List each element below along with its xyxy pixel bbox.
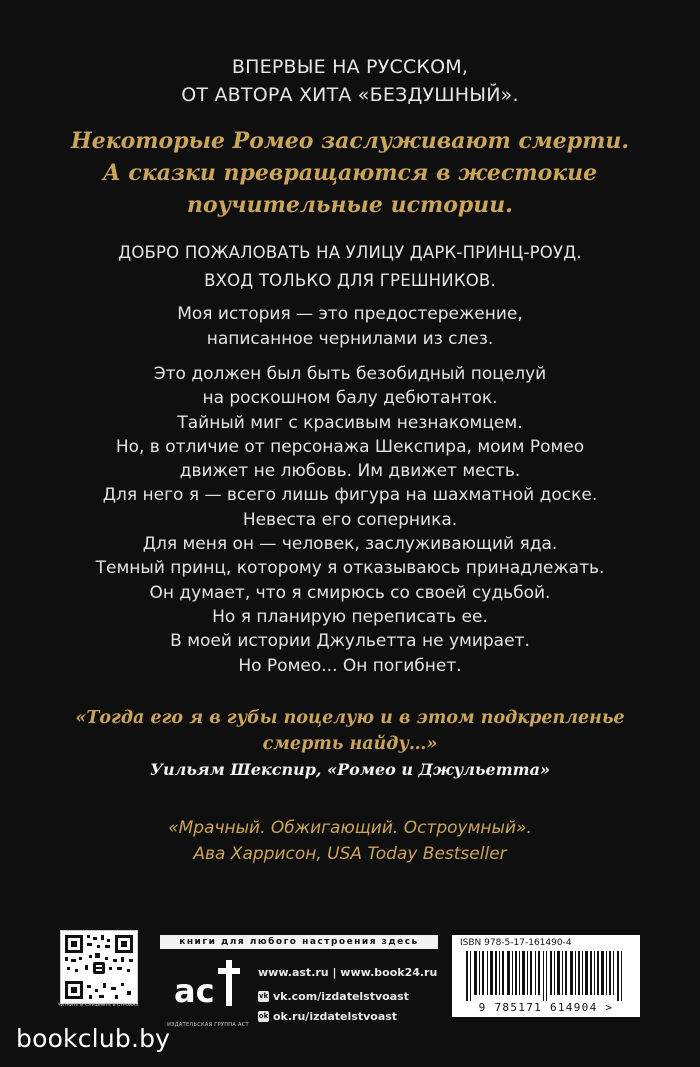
barcode-digits: 9 785171 614904 > bbox=[478, 1001, 614, 1014]
epigraph-attribution: Уильям Шекспир, «Ромео и Джульетта» bbox=[150, 760, 550, 779]
tagline-line-2: А сказки превращаются в жестокие bbox=[102, 160, 598, 186]
publisher-logo bbox=[168, 954, 248, 1018]
blurb-line: Но я планирую переписать ее. bbox=[212, 606, 488, 627]
logo-caption: ИЗДАТЕЛЬСКАЯ ГРУППА АСТ bbox=[167, 1022, 249, 1028]
publisher-sites-link[interactable]: www.ast.ru | www.book24.ru bbox=[258, 965, 438, 979]
blurb-line: Невеста его соперника. bbox=[242, 509, 458, 530]
blurb-line: Тайный миг с красивым незнакомцем. bbox=[177, 412, 523, 433]
qr-caption: ЧИТАЙТЕ И СЛУШАЙТЕ В СТРОКАХ bbox=[57, 1003, 139, 1008]
ok-icon: ok bbox=[258, 1011, 269, 1020]
blurb-line: Но Ромео... Он погибнет. bbox=[238, 655, 462, 676]
blurb-line: движет не любовь. Им движет месть. bbox=[179, 461, 521, 482]
welcome-line-1: ДОБРО ПОЖАЛОВАТЬ НА УЛИЦУ ДАРК-ПРИНЦ-РОУД. bbox=[118, 243, 582, 262]
isbn-label: ISBN 978-5-17-161490-4 bbox=[460, 938, 572, 948]
tagline-line-3: поучительные истории. bbox=[187, 192, 513, 218]
blurb-line: Для него я — всего лишь фигура на шахматной доске. bbox=[102, 485, 598, 506]
header-line-2: ОТ АВТОРА ХИТА «БЕЗДУШНЫЙ». bbox=[181, 84, 519, 106]
ok-link[interactable]: ok.ru/izdatelstvoast bbox=[273, 1009, 398, 1023]
publisher-slogan: книги для любого настроения здесь bbox=[160, 935, 438, 949]
publisher-links bbox=[258, 960, 458, 1024]
tagline-line-1: Некоторые Ромео заслуживают смерти. bbox=[70, 128, 630, 154]
intro-line: написанное чернилами из слез. bbox=[206, 329, 494, 349]
review-quote: «Мрачный. Обжигающий. Остроумный». bbox=[168, 818, 532, 838]
vk-link[interactable]: vk.com/izdatelstvoast bbox=[273, 989, 409, 1003]
blurb-line: Он думает, что я смирюсь со своей судьбой. bbox=[149, 582, 551, 603]
logo-letters: ac bbox=[174, 972, 215, 1010]
blurb-line: на роскошном балу дебютанток. bbox=[202, 388, 498, 409]
barcode-icon bbox=[458, 951, 634, 1001]
vk-icon: vk bbox=[258, 991, 269, 1000]
welcome-line-2: ВХОД ТОЛЬКО ДЛЯ ГРЕШНИКОВ. bbox=[204, 271, 496, 290]
blurb-line: Для меня он — человек, заслуживающий яда. bbox=[142, 534, 558, 555]
blurb-block bbox=[0, 362, 700, 678]
intro-block bbox=[0, 304, 700, 354]
epigraph-line-2: смерть найду…» bbox=[262, 734, 438, 754]
blurb-line: Это должен был быть безобидный поцелуй bbox=[153, 364, 547, 384]
qr-code[interactable] bbox=[60, 930, 138, 1004]
epigraph-line-1: «Тогда его я в губы поцелую и в этом подкрепленье bbox=[75, 708, 625, 728]
qr-pattern-icon bbox=[61, 931, 137, 1003]
watermark: bookclub.by bbox=[16, 1024, 171, 1053]
header-line-1: ВПЕРВЫЕ НА РУССКОМ, bbox=[231, 56, 469, 78]
blurb-line: Но, в отличие от персонажа Шекспира, моим Ромео bbox=[115, 436, 585, 457]
review-source: Ава Харрисон, USA Today Bestseller bbox=[193, 844, 507, 864]
blurb-line: В моей истории Джульетта не умирает. bbox=[170, 631, 530, 652]
barcode-panel bbox=[452, 935, 640, 1017]
blurb-line: Темный принц, которому я отказываюсь принадлежать. bbox=[95, 558, 605, 579]
intro-line: Моя история — это предостережение, bbox=[177, 304, 523, 324]
